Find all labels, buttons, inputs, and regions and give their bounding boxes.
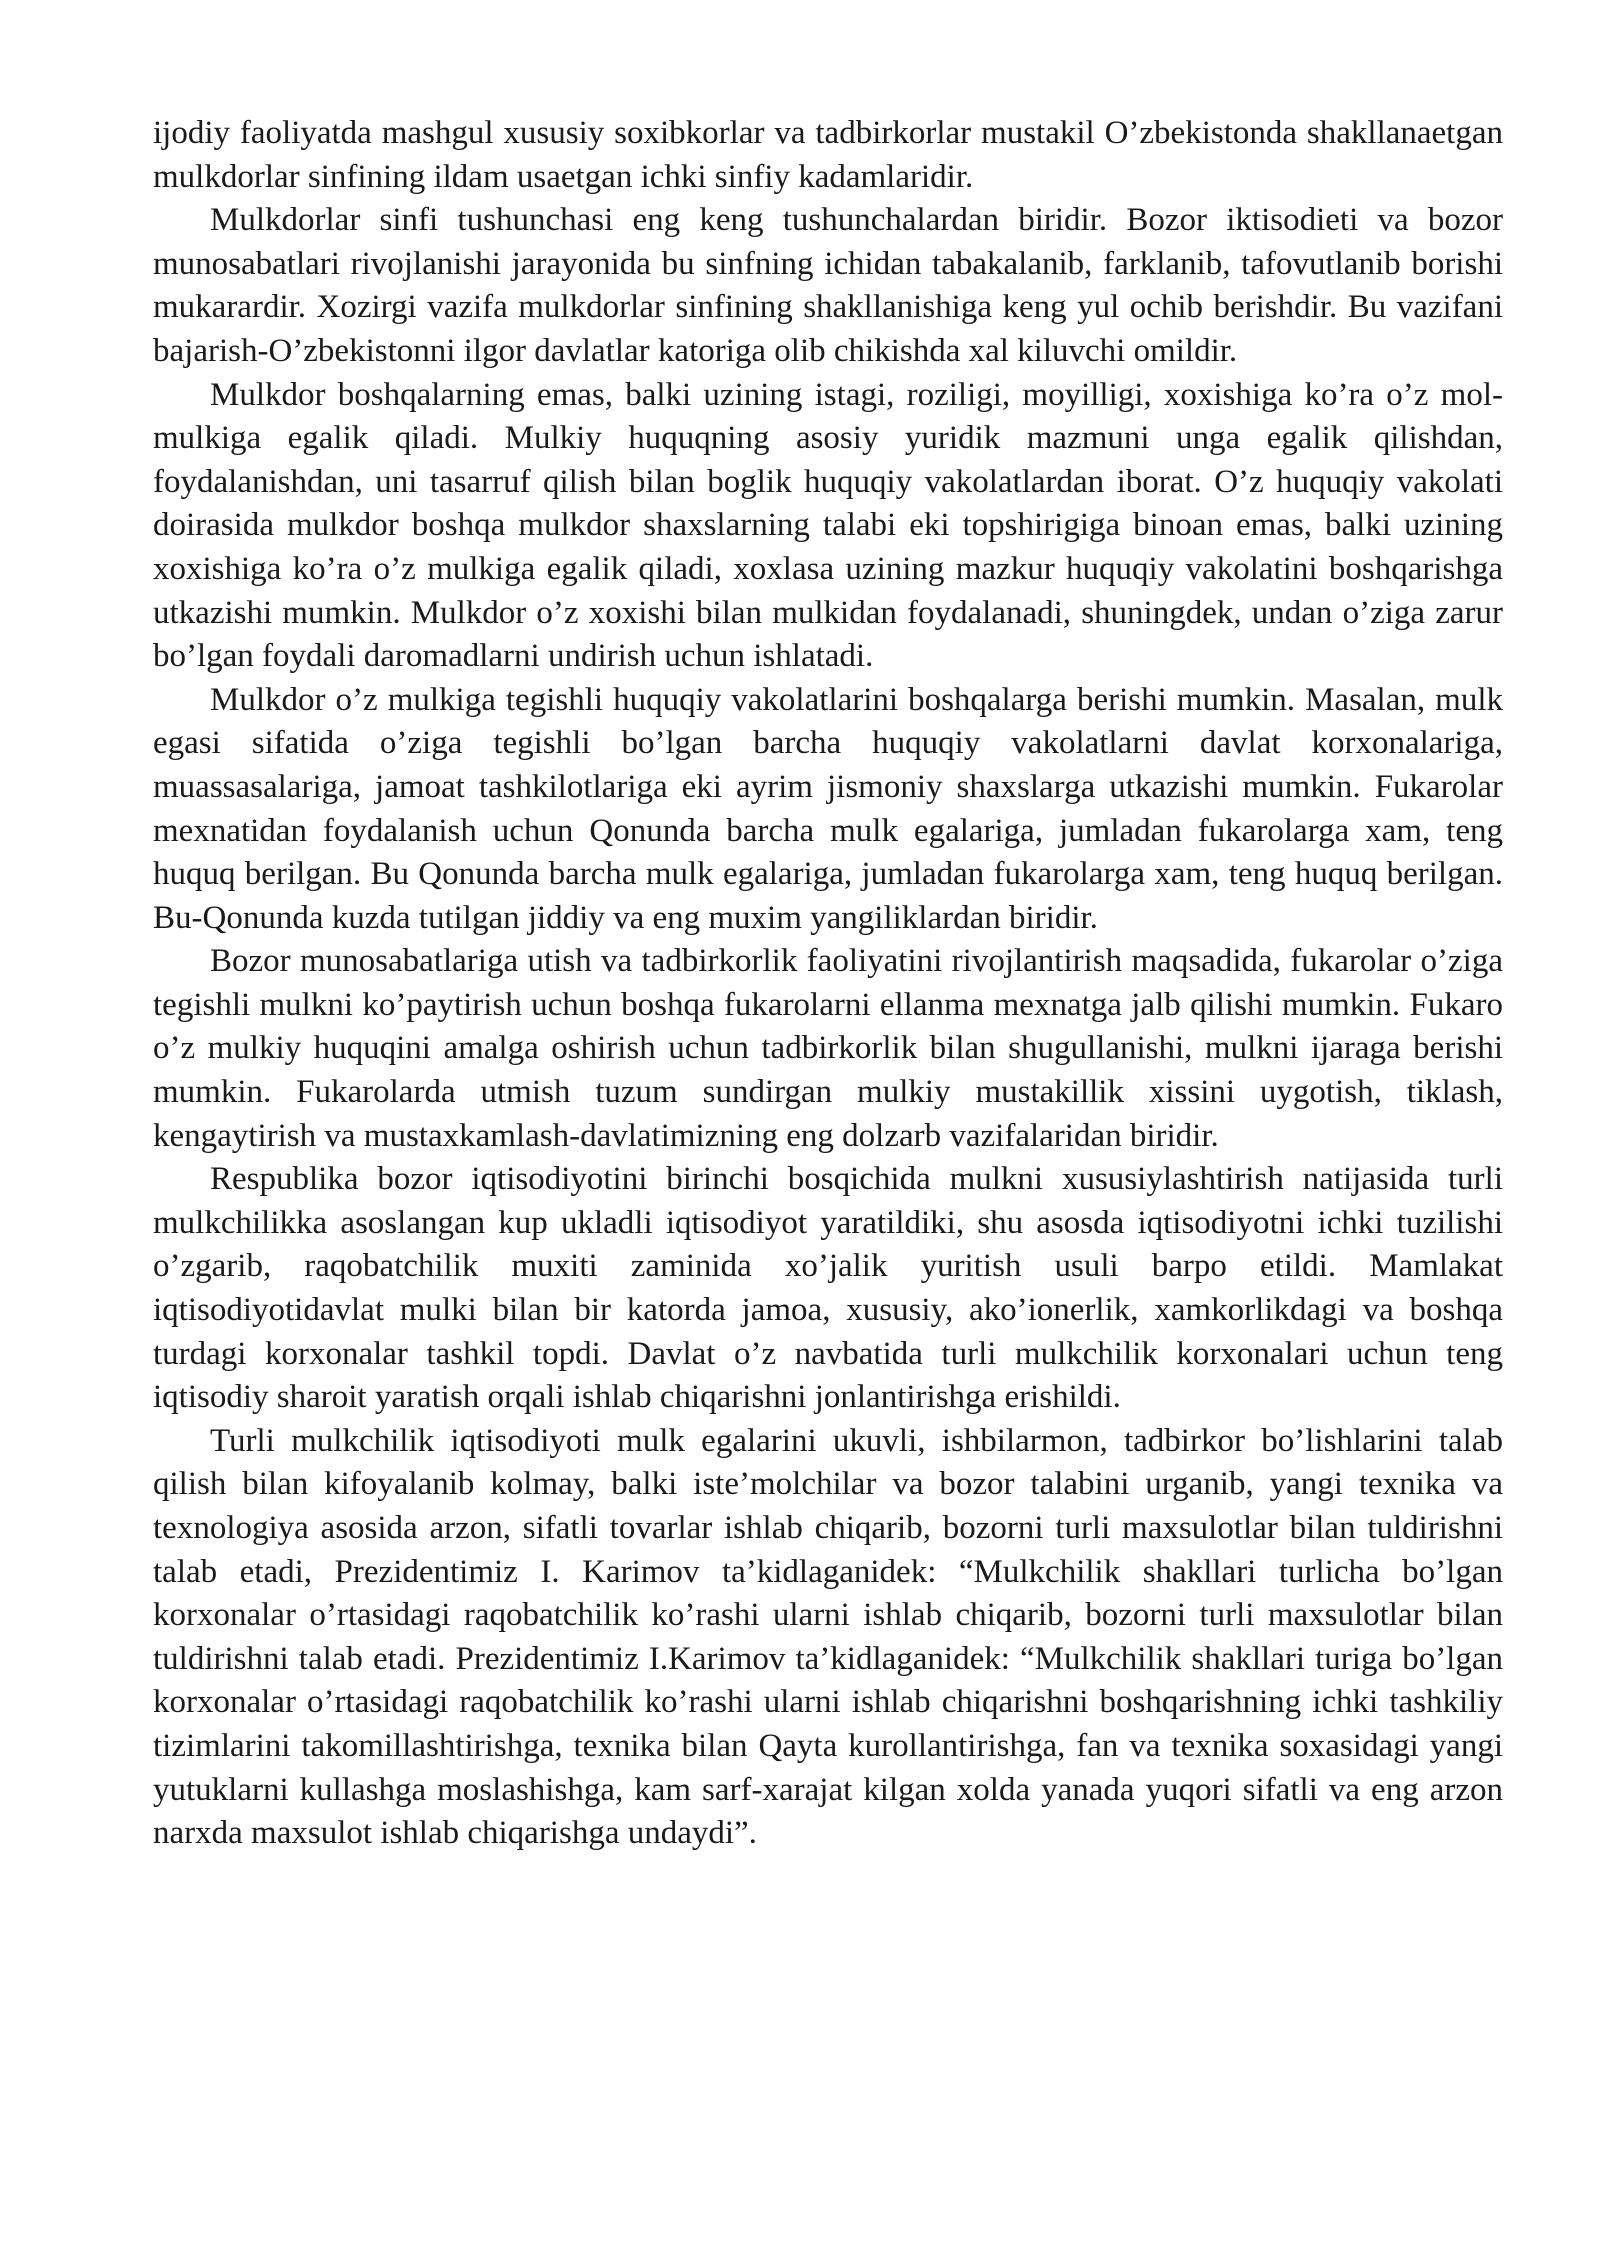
paragraph: Respublika bozor iqtisodiyotini birinchi bosqichida mulkni xususiylashtirish natijasida turli mulkchilikka asoslangan kup ukladli iqtisodiyot yaratildiki, shu asosda iqtisodiyotni ichki tuzilishi o’zgarib, raqobatchilik muxiti zaminida xo’jalik yuritish usuli barpo etildi. Mamlakat iqtisodiyotidavlat mulki bilan bir katorda jamoa, xususiy, ako’ionerlik, xamkorlikdagi va boshqa turdagi korxonalar tashkil topdi. Davlat o’z navbatida turli mulkchilik korxonalari uchun teng iqtisodiy sharoit yaratish orqali ishlab chiqarishni jonlantirishga erishildi. bbox=[153, 1161, 1503, 1416]
paragraph-continuation: ijodiy faoliyatda mashgul xususiy soxibkorlar va tadbirkorlar mustakil O’zbekistonda shakllanaetgan mulkdorlar sinfining ildam usaetgan ichki sinfiy kadamlaridir. bbox=[153, 115, 1503, 195]
paragraph: Mulkdor o’z mulkiga tegishli huquqiy vakolatlarini boshqalarga berishi mumkin. Masalan, mulk egasi sifatida o’ziga tegishli bo’lgan barcha huquqiy vakolatlarni davlat korxonalariga, muassasalariga, jamoat tashkilotlariga eki ayrim jismoniy shaxslarga utkazishi mumkin. Fukarolar mexnatidan foydalanish uchun Qonunda barcha mulk egalariga, jumladan fukarolarga xam, teng huquq berilgan. Bu Qonunda barcha mulk egalariga, jumladan fukarolarga xam, teng huquq berilgan. Bu-Qonunda kuzda tutilgan jiddiy va eng muxim yangiliklardan biridir. bbox=[153, 681, 1503, 936]
paragraph: Mulkdorlar sinfi tushunchasi eng keng tushunchalardan biridir. Bozor iktisodieti va bozor munosabatlari rivojlanishi jarayonida bu sinfning ichidan tabakalanib, farklanib, tafovutlanib borishi mukarardir. Xozirgi vazifa mulkdorlar sinfining shakllanishiga keng yul ochib berishdir. Bu vazifani bajarish-O’zbekistonni ilgor davlatlar katoriga olib chikishda xal kiluvchi omildir. bbox=[153, 202, 1503, 369]
paragraph: Mulkdor boshqalarning emas, balki uzining istagi, roziligi, moyilligi, xoxishiga ko’ra o’z mol-mulkiga egalik qiladi. Mulkiy huquqning asosiy yuridik mazmuni unga egalik qilishdan, foydalanishdan, uni tasarruf qilish bilan boglik huquqiy vakolatlardan iborat. O’z huquqiy vakolati doirasida mulkdor boshqa mulkdor shaxslarning talabi eki topshirigiga binoan emas, balki uzining xoxishiga ko’ra o’z mulkiga egalik qiladi, xoxlasa uzining mazkur huquqiy vakolatini boshqarishga utkazishi mumkin. Mulkdor o’z xoxishi bilan mulkidan foydalanadi, shuningdek, undan o’ziga zarur bo’lgan foydali daromadlarni undirish uchun ishlatadi. bbox=[153, 376, 1503, 675]
paragraph: Turli mulkchilik iqtisodiyoti mulk egalarini ukuvli, ishbilarmon, tadbirkor bo’lishlarini talab qilish bilan kifoyalanib kolmay, balki iste’molchilar va bozor talabini urganib, yangi texnika va texnologiya asosida arzon, sifatli tovarlar ishlab chiqarib, bozorni turli maxsulotlar bilan tuldirishni talab etadi, Prezidentimiz I. Karimov ta’kidlaganidek: “Mulkchilik shakllari turlicha bo’lgan korxonalar o’rtasidagi raqobatchilik ko’rashi ularni ishlab chiqarib, bozorni turli maxsulotlar bilan tuldirishni talab etadi. Prezidentimiz I.Karimov ta’kidlaganidek: “Mulkchilik shakllari turiga bo’lgan korxonalar o’rtasidagi raqobatchilik ko’rashi ularni ishlab chiqarishni boshqarishning ichki tashkiliy tizimlarini takomillashtirishga, texnika bilan Qayta kurollantirishga, fan va texnika soxasidagi yangi yutuklarni kullashga moslashishga, kam sarf-xarajat kilgan xolda yanada yuqori sifatli va eng arzon narxda maxsulot ishlab chiqarishga undaydi”. bbox=[153, 1422, 1503, 1852]
paragraph: Bozor munosabatlariga utish va tadbirkorlik faoliyatini rivojlantirish maqsadida, fukarolar o’ziga tegishli mulkni ko’paytirish uchun boshqa fukarolarni ellanma mexnatga jalb qilishi mumkin. Fukaro o’z mulkiy huquqini amalga oshirish uchun tadbirkorlik bilan shugullanishi, mulkni ijaraga berishi mumkin. Fukarolarda utmish tuzum sundirgan mulkiy mustakillik xissini uygotish, tiklash, kengaytirish va mustaxkamlash-davlatimizning eng dolzarb vazifalaridan biridir. bbox=[153, 943, 1503, 1154]
document-body bbox=[153, 112, 1503, 1856]
